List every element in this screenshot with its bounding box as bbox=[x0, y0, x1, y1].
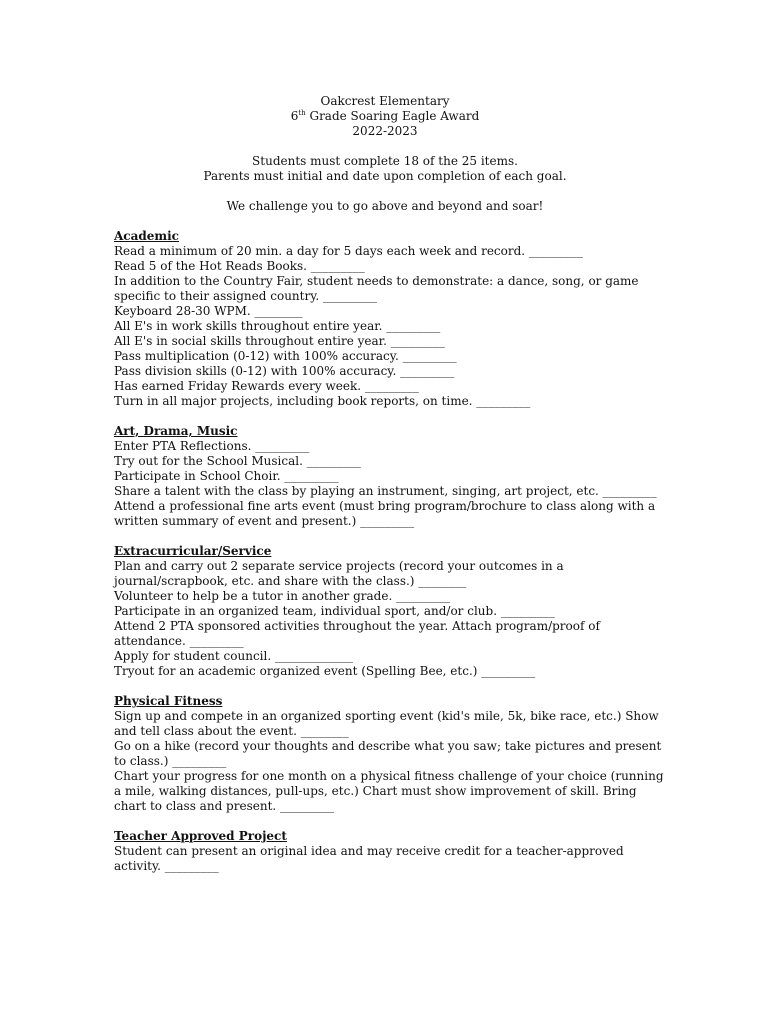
goal-sections bbox=[114, 229, 674, 874]
section-academic bbox=[114, 229, 674, 409]
award-title bbox=[0, 109, 770, 124]
requirement-students: Students must complete 18 of the 25 items. bbox=[252, 154, 518, 168]
challenge-statement: We challenge you to go above and beyond and soar! bbox=[226, 199, 544, 213]
goal-line: chart to class and present. _________ bbox=[114, 799, 335, 813]
goal-line: to class.) _________ bbox=[114, 754, 227, 768]
goal-line: attendance. _________ bbox=[114, 634, 244, 648]
goal-line: Apply for student council. _____________ bbox=[114, 649, 353, 663]
goal-line: and tell class about the event. ________ bbox=[114, 724, 349, 738]
goal-line: specific to their assigned country. _________ bbox=[114, 289, 378, 303]
goal-line: Enter PTA Reflections. _________ bbox=[114, 439, 310, 453]
award-name: Grade Soaring Eagle Award bbox=[305, 109, 480, 123]
goal-line: Volunteer to help be a tutor in another grade. _________ bbox=[114, 589, 451, 603]
goal-line: Attend a professional fine arts event (must bring program/brochure to class along with a bbox=[114, 499, 656, 513]
grade-suffix: th bbox=[298, 109, 306, 117]
goal-line: Participate in an organized team, individual sport, and/or club. _________ bbox=[114, 604, 555, 618]
goal-line: Sign up and compete in an organized sporting event (kid's mile, 5k, bike race, etc.) Show bbox=[114, 709, 659, 723]
goal-line: Plan and carry out 2 separate service projects (record your outcomes in a bbox=[114, 559, 564, 573]
goal-line: Pass division skills (0-12) with 100% accuracy. _________ bbox=[114, 364, 455, 378]
goal-line: written summary of event and present.) _________ bbox=[114, 514, 415, 528]
goal-line: activity. _________ bbox=[114, 859, 219, 873]
section-physical-fitness bbox=[114, 694, 674, 814]
section-title: Physical Fitness bbox=[114, 694, 223, 708]
goal-line: All E's in work skills throughout entire year. _________ bbox=[114, 319, 441, 333]
goal-line: Read 5 of the Hot Reads Books. _________ bbox=[114, 259, 365, 273]
school-name: Oakcrest Elementary bbox=[320, 94, 450, 108]
goal-line: Keyboard 28-30 WPM. ________ bbox=[114, 304, 303, 318]
grade-number: 6 bbox=[290, 109, 299, 123]
section-title: Academic bbox=[114, 229, 179, 243]
goal-line: Share a talent with the class by playing an instrument, singing, art project, etc. _________ bbox=[114, 484, 657, 498]
section-teacher-approved-project bbox=[114, 829, 674, 874]
goal-line: Student can present an original idea and may receive credit for a teacher-approved bbox=[114, 844, 624, 858]
section-art-drama-music bbox=[114, 424, 674, 529]
document-header bbox=[0, 94, 770, 214]
goal-line: Has earned Friday Rewards every week. _________ bbox=[114, 379, 419, 393]
goal-line: All E's in social skills throughout entire year. _________ bbox=[114, 334, 445, 348]
section-extracurricular-service bbox=[114, 544, 674, 679]
goal-line: a mile, walking distances, pull-ups, etc.) Chart must show improvement of skill. Bring bbox=[114, 784, 637, 798]
goal-line: Tryout for an academic organized event (Spelling Bee, etc.) _________ bbox=[114, 664, 536, 678]
goal-line: Try out for the School Musical. _________ bbox=[114, 454, 361, 468]
section-title: Extracurricular/Service bbox=[114, 544, 272, 558]
requirement-parents: Parents must initial and date upon completion of each goal. bbox=[203, 169, 567, 183]
goal-line: Read a minimum of 20 min. a day for 5 days each week and record. _________ bbox=[114, 244, 583, 258]
section-title: Teacher Approved Project bbox=[114, 829, 287, 843]
goal-line: journal/scrapbook, etc. and share with the class.) ________ bbox=[114, 574, 467, 588]
school-year: 2022-2023 bbox=[352, 124, 418, 138]
goal-line: Attend 2 PTA sponsored activities throughout the year. Attach program/proof of bbox=[114, 619, 600, 633]
section-title: Art, Drama, Music bbox=[114, 424, 238, 438]
goal-line: Go on a hike (record your thoughts and describe what you saw; take pictures and present bbox=[114, 739, 662, 753]
goal-line: Chart your progress for one month on a physical fitness challenge of your choice (running bbox=[114, 769, 664, 783]
goal-line: In addition to the Country Fair, student needs to demonstrate: a dance, song, or game bbox=[114, 274, 639, 288]
goal-line: Participate in School Choir. _________ bbox=[114, 469, 339, 483]
goal-line: Pass multiplication (0-12) with 100% accuracy. _________ bbox=[114, 349, 457, 363]
goal-line: Turn in all major projects, including book reports, on time. _________ bbox=[114, 394, 531, 408]
